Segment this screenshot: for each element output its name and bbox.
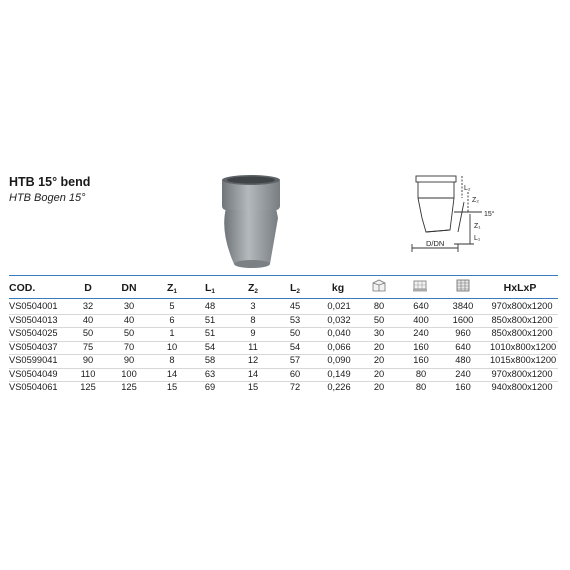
cell-pallet: 160 [413,355,429,365]
cell-stack: 1600 [452,314,474,325]
stacked-pallet-icon [455,279,471,293]
cell-box: 20 [373,368,385,379]
cell-kg: 0,032 [327,314,351,325]
cell-pallet: 240 [413,328,429,338]
cell-hlp: 970x800x1200 [491,368,553,379]
cell-z1: 1 [169,328,175,338]
cell-box: 20 [373,341,385,352]
cell-stack: 3840 [452,301,474,311]
cell-z1: 14 [166,368,178,379]
cell-kg: 0,021 [327,301,351,311]
cell-dn: 70 [123,341,135,352]
cell-hlp: 850x800x1200 [491,314,553,325]
cell-l1: 51 [204,328,216,338]
cell-d: 110 [80,368,96,379]
header-bottom-rule [9,298,558,299]
cell-z1: 8 [169,355,175,365]
cell-z2: 9 [250,328,256,338]
cell-dn: 100 [121,368,137,379]
cell-l2: 72 [289,382,301,392]
cell-l2: 57 [289,355,301,365]
col-header-z1: $Z_1$ [166,282,178,295]
ddn-label: D/DN [426,239,445,248]
product-subtitle: HTB Bogen 15° [9,192,86,204]
cell-kg: 0,040 [327,328,351,338]
cell-box: 30 [373,328,385,338]
cell-hlp: 1010x800x1200 [490,341,557,352]
product-title: HTB 15° bend [9,175,91,189]
cell-d: 125 [80,382,96,392]
l2-label: L₂ [464,185,471,192]
cell-hlp: 940x800x1200 [491,382,553,392]
cell-cod: VS0504037 [9,341,58,352]
col-header-d: D [84,282,92,294]
cell-cod: VS0504001 [9,301,58,311]
cell-hlp: 850x800x1200 [491,328,553,338]
cell-dn: 125 [121,382,137,392]
cell-cod: VS0504049 [9,368,58,379]
cell-z1: 15 [166,382,178,392]
cell-z1: 6 [169,314,175,325]
cell-z2: 11 [248,341,258,352]
cell-l1: 63 [204,368,216,379]
cell-dn: 50 [123,328,135,338]
cell-pallet: 80 [415,368,427,379]
cell-box: 20 [373,382,385,392]
pallet-icon [412,279,428,293]
cell-stack: 960 [455,328,471,338]
cell-z2: 3 [250,301,256,311]
cell-box: 50 [373,314,385,325]
cell-hlp: 1015x800x1200 [490,355,557,365]
cell-l1: 58 [204,355,216,365]
cell-z2: 12 [247,355,259,365]
col-header-l2: $L_2$ [289,282,301,295]
cell-cod: VS0599041 [9,355,58,365]
cell-pallet: 160 [413,341,429,352]
cell-l2: 50 [289,328,301,338]
cell-pallet: 400 [413,314,429,325]
box-icon [371,279,387,293]
cell-z2: 14 [247,368,259,379]
table-top-rule [9,275,558,276]
cell-z1: 10 [166,341,178,352]
cell-l2: 60 [289,368,301,379]
angle-label: 15° [484,211,495,218]
cell-d: 90 [82,355,94,365]
col-header-l1: $L_1$ [204,282,216,295]
l1-label: L₁ [474,235,481,242]
cell-stack: 480 [455,355,471,365]
cell-box: 20 [373,355,385,365]
cell-z2: 15 [247,382,259,392]
col-header-dn: DN [121,282,137,294]
cell-pallet: 80 [415,382,427,392]
cell-d: 40 [82,314,94,325]
col-header-kg: kg [331,282,345,294]
cell-cod: VS0504025 [9,328,58,338]
cell-kg: 0,066 [327,341,351,352]
z2-label: Z₂ [472,197,479,204]
cell-dn: 90 [123,355,135,365]
col-header-cod: COD. [9,282,36,294]
cell-d: 32 [82,301,94,311]
cell-dn: 30 [123,301,135,311]
cell-stack: 160 [455,382,471,392]
pipe-bend-image [212,172,292,272]
cell-cod: VS0504013 [9,314,58,325]
cell-l1: 54 [204,341,216,352]
col-header-z2: $Z_2$ [247,282,259,295]
cell-dn: 40 [123,314,135,325]
cell-hlp: 970x800x1200 [491,301,553,311]
cell-l2: 45 [289,301,301,311]
cell-d: 75 [82,341,94,352]
cell-z2: 8 [250,314,256,325]
cell-stack: 640 [455,341,471,352]
z1-label: Z₁ [474,223,481,230]
cell-d: 50 [82,328,94,338]
cell-z1: 5 [169,301,175,311]
cell-kg: 0,090 [327,355,351,365]
cell-l2: 54 [289,341,301,352]
cell-kg: 0,226 [327,382,351,392]
cell-l1: 69 [204,382,216,392]
cell-pallet: 640 [413,301,429,311]
technical-drawing [392,172,512,262]
cell-box: 80 [373,301,385,311]
col-header-hlp: HxLxP [503,282,537,294]
cell-l1: 48 [204,301,216,311]
cell-kg: 0,149 [327,368,351,379]
cell-stack: 240 [455,368,471,379]
cell-l1: 51 [204,314,216,325]
cell-cod: VS0504061 [9,382,58,392]
cell-l2: 53 [289,314,301,325]
